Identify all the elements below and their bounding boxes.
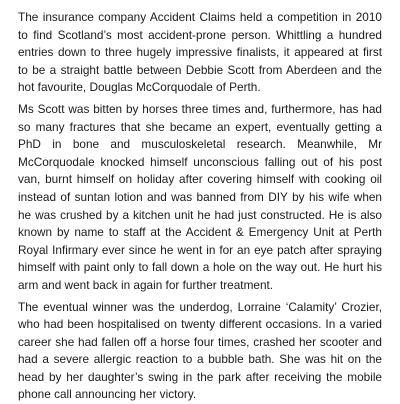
paragraph-winner: The eventual winner was the underdog, Lorraine ‘Calamity’ Crozier, who had been hospitalised on twenty different occasions. In a varied career she had fallen off a horse four times, crashed her scooter and had a severe allergic reaction to a bubble bath. She was hit on the head by her daughter’s swing in the park after receiving the mobile phone call announcing her victory. [18,299,382,404]
paragraph-finalists-accidents: Ms Scott was bitten by horses three times and, furthermore, has had so many fractures that she became an expert, eventually getting a PhD in bone and musculoskeletal research. Meanwhile, Mr McCorquodale knocked himself unconscious falling out of his post van, burnt himself on holiday after covering himself with cooking oil instead of suntan lotion and was banned from DIY by his wife when he was crushed by a kitchen unit he had just constructed. He is also known by name to staff at the Accident & Emergency Unit at Perth Royal Infirmary ever since he went in for an eye patch after spraying himself with paint only to fall down a hole on the way out. He hurt his arm and went back in again for further treatment. [18,101,382,295]
paragraph-competition-intro: The insurance company Accident Claims held a competition in 2010 to find Scotland’s most accident-prone person. Whittling a hundred entries down to three hugely impressive finalists, it appeared at first to be a straight battle between Debbie Scott from Aberdeen and the hot favourite, Douglas McCorquodale of Perth. [18,9,382,97]
